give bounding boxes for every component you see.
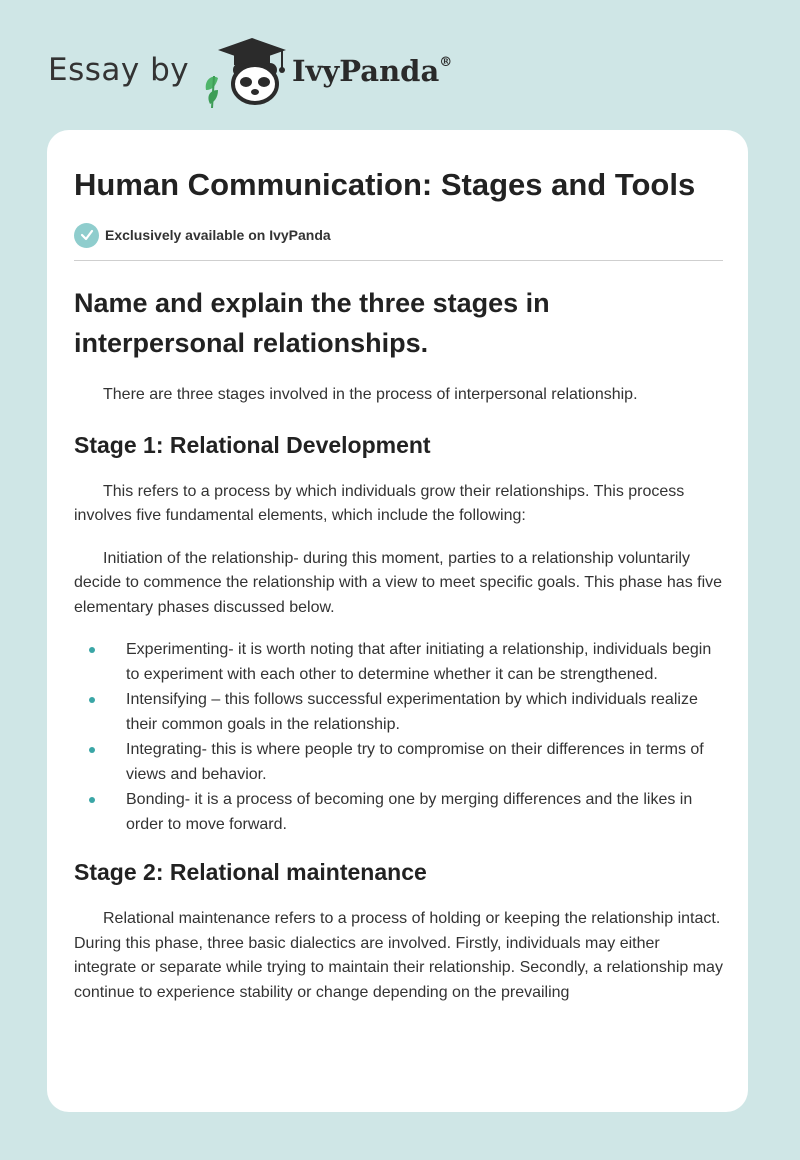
brand-name[interactable]: IvyPanda®	[292, 54, 453, 88]
question-heading: Name and explain the three stages in interpersonal relationships.	[74, 288, 550, 358]
stage1-paragraph-1: This refers to a process by which individuals grow their relationships. This process involves five fundamental elements, which include the following:	[74, 482, 685, 524]
exclusive-badge	[74, 222, 723, 248]
divider	[74, 260, 723, 261]
stage1-paragraph-2: Initiation of the relationship- during this moment, parties to a relationship voluntarily decide to commence the relationship with a view to meet specific goals. This phase has five elementary phases discussed below.	[74, 549, 723, 616]
bullet-icon	[89, 697, 95, 703]
essay-by-label: Essay by	[48, 52, 190, 88]
essay-title: Human Communication: Stages and Tools	[74, 167, 696, 202]
bullet-icon	[89, 647, 95, 653]
site-header	[48, 30, 548, 110]
list-item: Experimenting- it is worth noting that after initiating a relationship, individuals begin to experiment with each other to determine whether it can be strengthened.	[74, 637, 723, 687]
bullet-icon	[89, 747, 95, 753]
list-item: Integrating- this is where people try to compromise on their differences in terms of views and behavior.	[74, 737, 723, 787]
list-item: Intensifying – this follows successful experimentation by which individuals realize their common goals in the relationship.	[74, 687, 723, 737]
stage1-heading: Stage 1: Relational Development	[74, 431, 431, 458]
essay-card	[47, 130, 748, 1112]
panda-graduate-icon[interactable]	[200, 34, 300, 110]
stage1-bullet-list	[74, 637, 723, 837]
list-item: Bonding- it is a process of becoming one by merging differences and the likes in order to move forward.	[74, 787, 723, 837]
stage2-heading: Stage 2: Relational maintenance	[74, 859, 427, 885]
intro-paragraph: There are three stages involved in the process of interpersonal relationship.	[103, 386, 638, 403]
exclusive-label: Exclusively available on IvyPanda	[105, 227, 331, 243]
stage2-paragraph-1: Relational maintenance refers to a process of holding or keeping the relationship intact. During this phase, three basic dialectics are involved. Firstly, individuals may either integrate or separate while trying to maintain their relationship. Secondly, a relationship may continue to experience stability or change depending on the prevailing	[74, 910, 723, 1001]
bullet-icon	[89, 797, 95, 803]
check-icon	[74, 223, 99, 248]
